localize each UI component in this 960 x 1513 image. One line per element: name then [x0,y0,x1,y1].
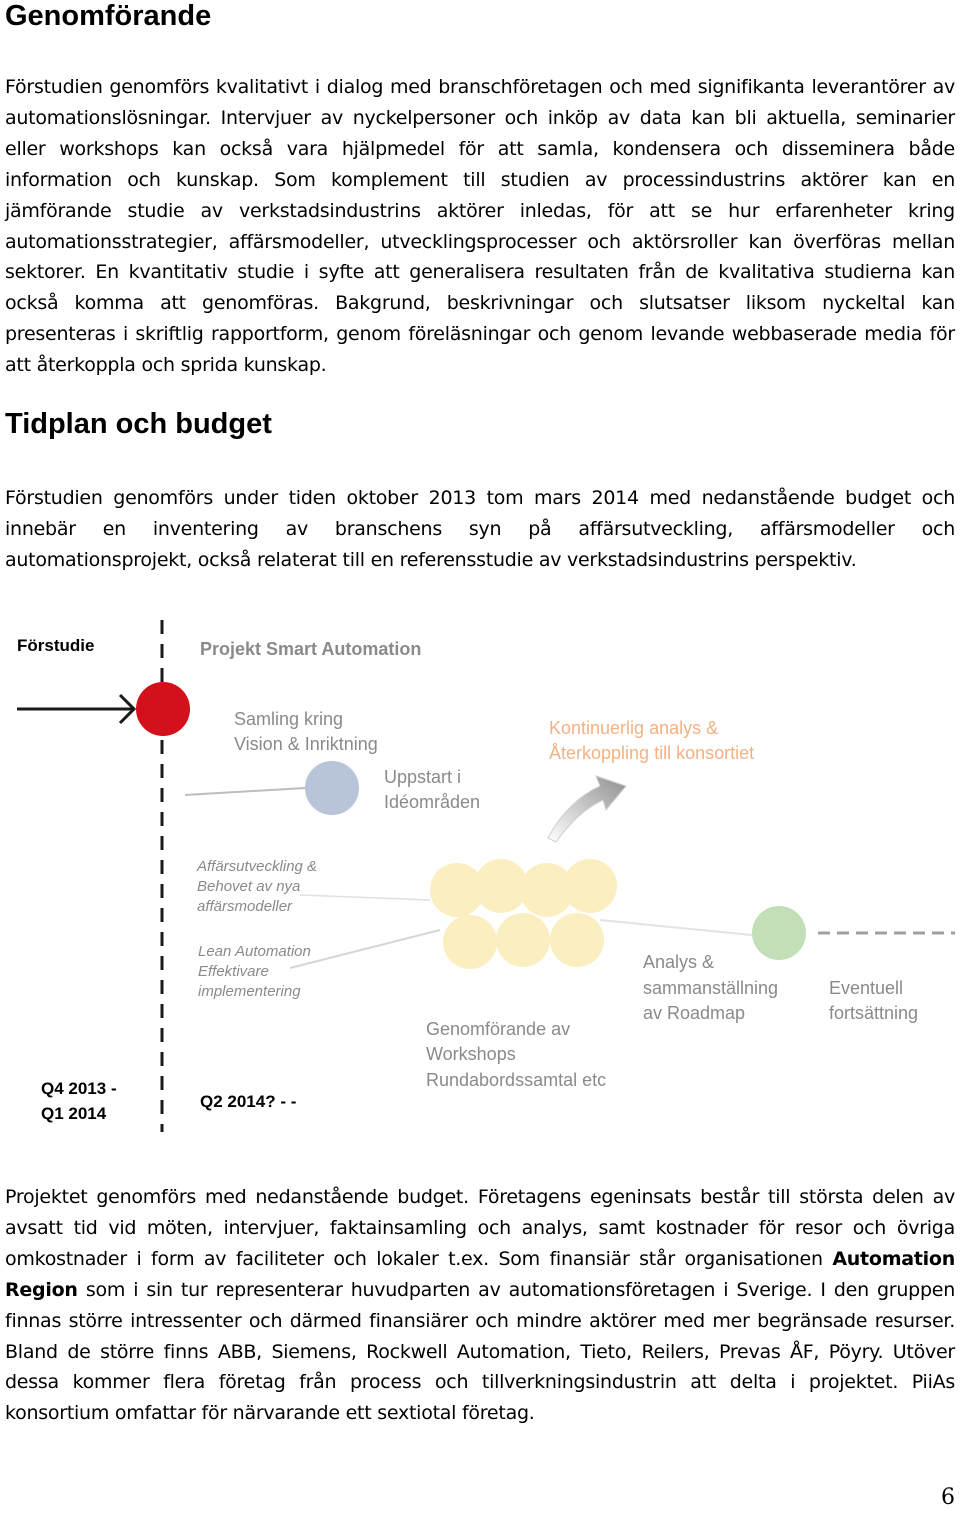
uppstart-line-1: Uppstart i [384,767,462,787]
budget-text-before: Projektet genomförs med nedanstående budget. Företagens egeninsats består till största delen av avsatt tid vid möten, intervjuer, faktainsamling och analys, samt kostnader för resor och övriga omkostnader i form av faciliteter och lokaler t.ex. Som finansiär står organisationen [5,1186,955,1270]
genomforande-line-2: Workshops [426,1044,516,1064]
lean-line-3: implementering [198,983,301,1000]
uppstart-line-2: Idéområden [384,792,481,812]
quarter-left-line-1: Q4 2013 - [41,1079,117,1098]
quarter-right: Q2 2014? - - [200,1092,297,1111]
kontinuerlig-line-1: Kontinuerlig analys & [549,718,719,738]
heading-tidplan-och-budget: Tidplan och budget [5,408,272,440]
lean-line-2: Effektivare [198,963,269,980]
connector-affars [300,895,430,900]
yellow-dot [563,859,617,913]
yellow-dot [550,913,604,967]
eventuell-line-1: Eventuell [829,978,904,998]
analys-line-2: sammanställning [643,978,779,998]
eventuell-line-2: fortsättning [829,1003,919,1023]
paragraph-budget [5,1182,955,1429]
affarsutveckling-line-1: Affärsutveckling & [197,858,318,875]
yellow-dot [474,859,528,913]
lean-line-1: Lean Automation [198,943,311,960]
paragraph-tidplan: Förstudien genomförs under tiden oktober 2013 tom mars 2014 med nedanstående budget och innebär en inventering av branschens syn på affärsutveckling, affärsmodeller och automationsprojekt, också relaterat till en referensstudie av verkstadsindustrins perspektiv. [5,487,955,571]
samling-line-2: Vision & Inriktning [234,734,378,754]
quarter-left-line-2: Q1 2014 [41,1104,107,1123]
connector-red-blue [185,788,305,795]
red-milestone-dot [136,682,190,736]
automation-region-bold: Automation Region [5,1247,955,1301]
analys-line-3: av Roadmap [643,1003,746,1023]
forstudie-label: Förstudie [17,636,95,655]
green-milestone-dot [752,906,806,960]
yellow-dot [496,913,550,967]
genomforande-line-1: Genomförande av [426,1019,571,1039]
workshop-dot-cluster [430,859,617,969]
page-number: 6 [941,1485,955,1510]
budget-text-after: som i sin tur representerar huvudparten av automationsföretagen i Sverige. I den gruppen finnas större intressenter och därmed finansiärer och mindre aktörer med mer begränsade resurser. Bland de större finns ABB, Siemens, Rockwell Automation, Tieto, Reilers, Prevas ÅF, Pöyry. Utöver dessa kommer flera företag från process och tillverkningsindustrin att delta i projektet. PiiAs konsortium omfattar för närvarande ett sextiotal företag. [5,1278,955,1425]
yellow-dot [443,915,497,969]
paragraph-genomforande: Förstudien genomförs kvalitativt i dialog med branschföretagen och med signifikanta leverantörer av automationslösningar. Intervjuer av nyckelpersoner och inköp av data kan bli aktuella, seminarier eller workshops kan också vara hjälpmedel för att samla, kondensera och disseminera både information och kunskap. Som komplement till studien av processindustrins aktörer kan en jämförande studie av verkstadsindustrins aktörer inledas, för att se hur erfarenheter kring automationsstrategier, affärsmodeller, utvecklingsprocesser och aktörsroller kan överföras mellan sektorer. En kvantitativ studie i syfte att generalisera resultaten från de kvalitativa studierna kan också komma att genomföras. Bakgrund, beskrivningar och slutsatser liksom nyckeltal kan presenteras i skriftlig rapportform, genom föreläsningar och genom levande webbaserade media för att återkoppla och sprida kunskap. [5,76,955,377]
connector-yellow-green [600,920,752,935]
analys-line-1: Analys & [643,952,715,972]
kontinuerlig-line-2: Återkoppling till konsortiet [549,743,755,763]
feedback-arrow-icon [548,776,626,842]
heading-genomforande: Genomförande [5,0,212,32]
affarsutveckling-line-2: Behovet av nya [197,878,301,895]
genomforande-line-3: Rundabordssamtal etc [426,1070,607,1090]
samling-line-1: Samling kring [234,709,344,729]
timeline-diagram [0,610,960,1140]
project-title: Projekt Smart Automation [200,639,422,659]
affarsutveckling-line-3: affärsmodeller [197,898,293,915]
connector-lean [290,930,440,968]
blue-milestone-dot [305,761,359,815]
